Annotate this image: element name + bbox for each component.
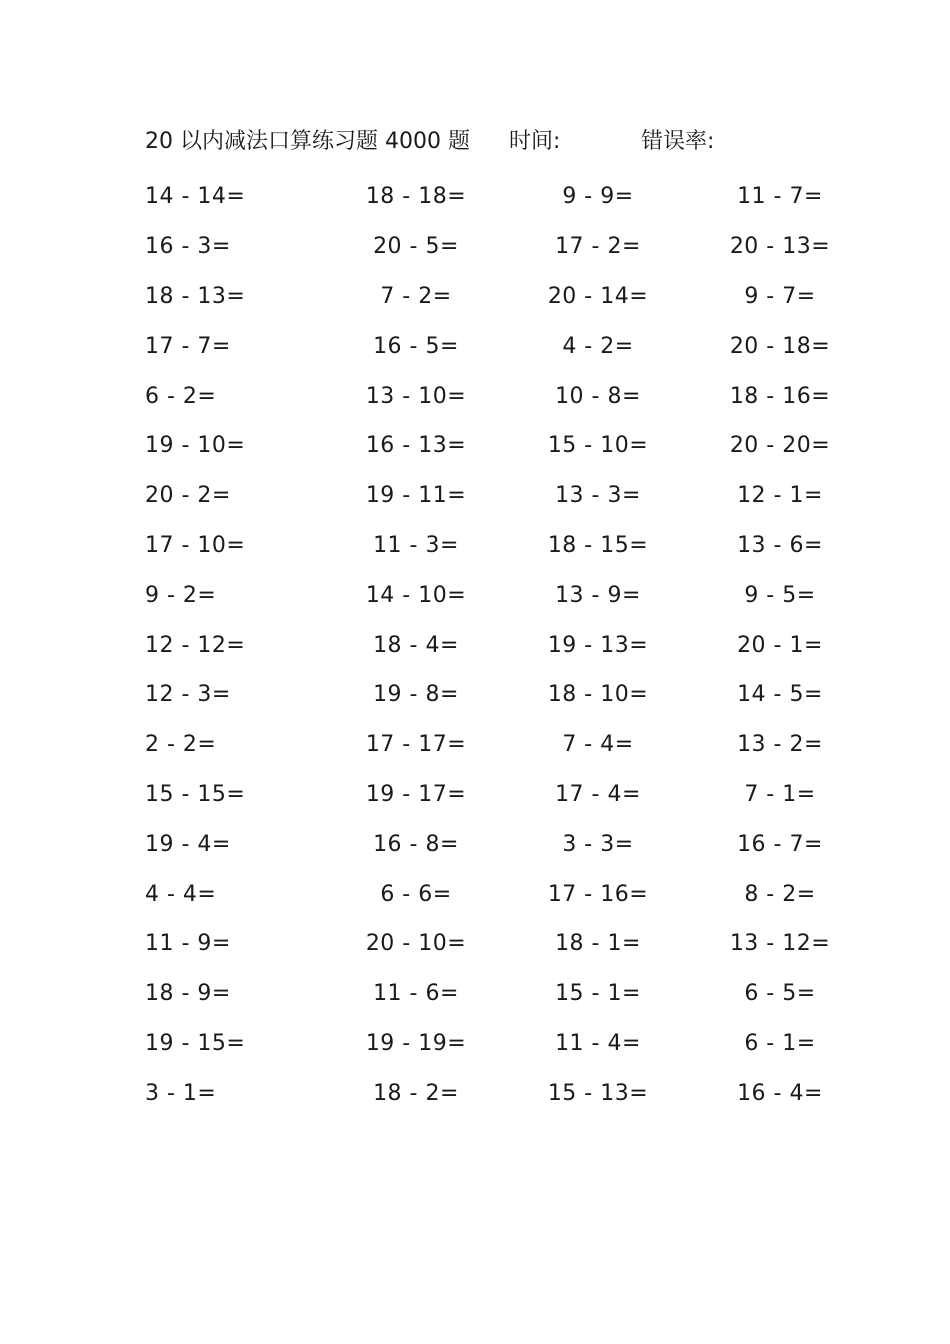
problem-item: 20 - 5= — [373, 234, 459, 260]
problem-item: 6 - 2= — [145, 383, 217, 409]
problem-item: 16 - 5= — [373, 333, 459, 359]
problem-item: 18 - 9= — [145, 981, 231, 1007]
problem-row — [145, 321, 831, 371]
problem-item: 18 - 4= — [373, 632, 459, 658]
problem-item: 4 - 4= — [145, 881, 217, 907]
problem-item: 18 - 16= — [729, 383, 831, 409]
problem-item: 19 - 17= — [365, 781, 467, 807]
problem-row — [145, 670, 823, 720]
problem-item: 14 - 14= — [145, 184, 246, 210]
problem-item: 20 - 20= — [729, 433, 831, 459]
problem-row — [145, 1068, 823, 1118]
problem-row — [145, 720, 823, 770]
problem-item: 12 - 12= — [145, 632, 246, 658]
problem-item: 18 - 15= — [547, 532, 649, 558]
problem-item: 16 - 8= — [373, 831, 459, 857]
problem-item: 13 - 3= — [555, 483, 641, 509]
problem-item: 15 - 13= — [547, 1080, 649, 1106]
problem-row — [145, 770, 816, 820]
time-label: 时间: — [509, 129, 561, 154]
problem-item: 7 - 2= — [380, 283, 452, 309]
problem-item: 6 - 6= — [380, 881, 452, 907]
problem-item: 10 - 8= — [555, 383, 641, 409]
problem-item: 9 - 7= — [744, 283, 816, 309]
problem-item: 15 - 1= — [555, 981, 641, 1007]
problem-item: 18 - 10= — [547, 682, 649, 708]
problem-item: 19 - 13= — [547, 632, 649, 658]
problem-item: 15 - 10= — [547, 433, 649, 459]
problem-item: 17 - 16= — [547, 881, 649, 907]
problem-item: 6 - 1= — [744, 1030, 816, 1056]
problem-item: 12 - 1= — [737, 483, 823, 509]
problem-item: 20 - 10= — [365, 931, 467, 957]
problem-item: 2 - 2= — [145, 732, 217, 758]
problem-row — [145, 969, 816, 1019]
problem-item: 11 - 3= — [373, 532, 459, 558]
problem-item: 20 - 13= — [729, 234, 831, 260]
problem-item: 16 - 7= — [737, 831, 823, 857]
problem-row — [145, 272, 816, 322]
problem-row — [145, 521, 823, 571]
problem-row — [145, 1019, 816, 1069]
problem-item: 18 - 2= — [373, 1080, 459, 1106]
problem-item: 18 - 13= — [145, 283, 246, 309]
problem-row — [145, 421, 831, 471]
problem-item: 11 - 7= — [737, 184, 823, 210]
problem-item: 19 - 11= — [365, 483, 467, 509]
problem-item: 9 - 2= — [145, 582, 217, 608]
problem-item: 20 - 1= — [737, 632, 823, 658]
problem-item: 13 - 12= — [729, 931, 831, 957]
problem-item: 17 - 17= — [365, 732, 467, 758]
problem-item: 19 - 8= — [373, 682, 459, 708]
problem-item: 9 - 5= — [744, 582, 816, 608]
problem-row — [145, 172, 823, 222]
problem-item: 18 - 1= — [555, 931, 641, 957]
problem-row — [145, 819, 823, 869]
problem-item: 3 - 1= — [145, 1080, 217, 1106]
problem-row — [145, 620, 823, 670]
problem-item: 9 - 9= — [562, 184, 634, 210]
problem-item: 16 - 4= — [737, 1080, 823, 1106]
problem-item: 14 - 10= — [365, 582, 467, 608]
problem-item: 11 - 4= — [555, 1030, 641, 1056]
problem-item: 15 - 15= — [145, 781, 246, 807]
problem-item: 11 - 9= — [145, 931, 231, 957]
problem-item: 20 - 18= — [729, 333, 831, 359]
problem-item: 3 - 3= — [562, 831, 634, 857]
problem-item: 19 - 10= — [145, 433, 246, 459]
problem-item: 17 - 2= — [555, 234, 641, 260]
problem-item: 17 - 7= — [145, 333, 231, 359]
problem-row — [145, 371, 831, 421]
problem-item: 19 - 15= — [145, 1030, 246, 1056]
worksheet-header — [145, 124, 845, 160]
problem-item: 16 - 13= — [365, 433, 467, 459]
problem-item: 17 - 10= — [145, 532, 246, 558]
problem-item: 16 - 3= — [145, 234, 231, 260]
problem-row — [145, 869, 816, 919]
problem-item: 17 - 4= — [555, 781, 641, 807]
problem-row — [145, 471, 823, 521]
problem-item: 8 - 2= — [744, 881, 816, 907]
problem-row — [145, 222, 831, 272]
problem-item: 11 - 6= — [373, 981, 459, 1007]
problem-grid — [145, 172, 831, 1118]
problem-item: 13 - 9= — [555, 582, 641, 608]
problem-item: 13 - 2= — [737, 732, 823, 758]
problem-item: 18 - 18= — [365, 184, 467, 210]
problem-item: 7 - 1= — [744, 781, 816, 807]
problem-item: 14 - 5= — [737, 682, 823, 708]
worksheet-title: 20 以内减法口算练习题 4000 题 — [145, 129, 470, 154]
problem-item: 12 - 3= — [145, 682, 231, 708]
problem-item: 20 - 2= — [145, 483, 231, 509]
problem-item: 20 - 14= — [547, 283, 649, 309]
problem-item: 19 - 4= — [145, 831, 231, 857]
problem-item: 13 - 10= — [365, 383, 467, 409]
problem-row — [145, 570, 816, 620]
problem-row — [145, 919, 831, 969]
problem-item: 19 - 19= — [365, 1030, 467, 1056]
error-rate-label: 错误率: — [641, 129, 715, 154]
problem-item: 6 - 5= — [744, 981, 816, 1007]
problem-item: 7 - 4= — [562, 732, 634, 758]
problem-item: 4 - 2= — [562, 333, 634, 359]
problem-item: 13 - 6= — [737, 532, 823, 558]
